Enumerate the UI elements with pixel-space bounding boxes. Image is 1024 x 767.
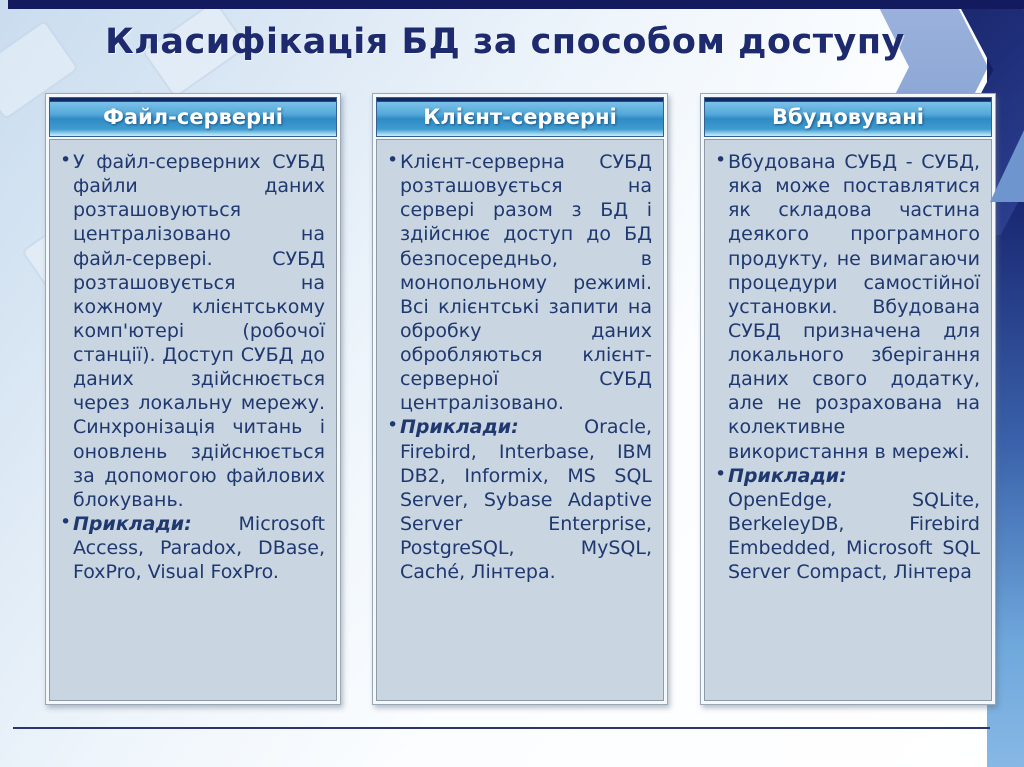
panel-header-label: Клієнт-серверні (423, 105, 617, 129)
examples-text (728, 464, 980, 585)
description-text: Клієнт-серверна СУБД розташовується на сервері разом з БД і здійснює доступ до БД безпосередньо, в монопольному режимі. Всі клієнтські запити на обробку даних обробляються клієнт-серверної СУБД централізовано. (400, 151, 652, 415)
footer-divider-line (13, 727, 990, 729)
panel-client-server (372, 93, 668, 705)
description-text: У файл-серверних СУБД файли даних розташовуються централізовано на файл-сервері. СУБД розташовується на кожному клієнтському комп'ютері (робочої станції). Доступ СУБД до даних здійснюється через локальну мережу. Синхронізація читань і оновлень здійснюється за допомогою файлових блокувань. (73, 151, 325, 511)
panel-header-label: Вбудовувані (772, 105, 924, 129)
panel-embedded (700, 93, 996, 705)
bullet-icon: • (387, 149, 399, 171)
list-item (386, 150, 652, 415)
bullet-icon: • (60, 510, 72, 533)
panel-body (376, 139, 664, 701)
panel-header-client-server (376, 97, 664, 137)
bullet-icon: • (715, 462, 727, 485)
panel-header-label: Файл-серверні (103, 105, 283, 129)
top-navy-bar (8, 0, 1024, 9)
panel-body (704, 139, 992, 701)
bullet-icon: • (387, 414, 399, 437)
panel-body (49, 139, 337, 701)
examples-label: Приклади: (728, 464, 847, 487)
list-item (59, 150, 325, 512)
examples-text (73, 512, 325, 584)
list-item (386, 415, 652, 584)
examples-label: Приклади: (400, 416, 519, 439)
list-item (714, 464, 980, 585)
page-title: Класифікація БД за способом доступу (105, 22, 905, 62)
bullet-icon: • (60, 149, 72, 171)
examples-list: Oracle, Firebird, Interbase, IBM DB2, Informix, MS SQL Server, Sybase Adaptive Server Enterprise, PostgreSQL, MySQL, Caché, Лінтера. (400, 416, 652, 584)
bullet-icon: • (715, 149, 727, 171)
examples-list: Microsoft Access, Paradox, DBase, FoxPro, Visual FoxPro. (73, 512, 325, 584)
examples-text (400, 415, 652, 584)
list-item (714, 150, 980, 464)
description-text: Вбудована СУБД - СУБД, яка може поставлятися як складова частина деякого програмного продукту, не вимагаючи процедури самостійної установки. Вбудована СУБД призначена для локального зберігання даних свого додатку, але не розрахована на колективне використання в мережі. (728, 151, 980, 463)
examples-list: OpenEdge, SQLite, BerkeleyDB, Firebird Embedded, Microsoft SQL Server Compact, Лінтера (728, 488, 980, 584)
examples-label: Приклади: (73, 512, 192, 535)
panel-file-server (45, 93, 341, 705)
panel-header-embedded (704, 97, 992, 137)
panel-header-file-server (49, 97, 337, 137)
list-item (59, 512, 325, 584)
